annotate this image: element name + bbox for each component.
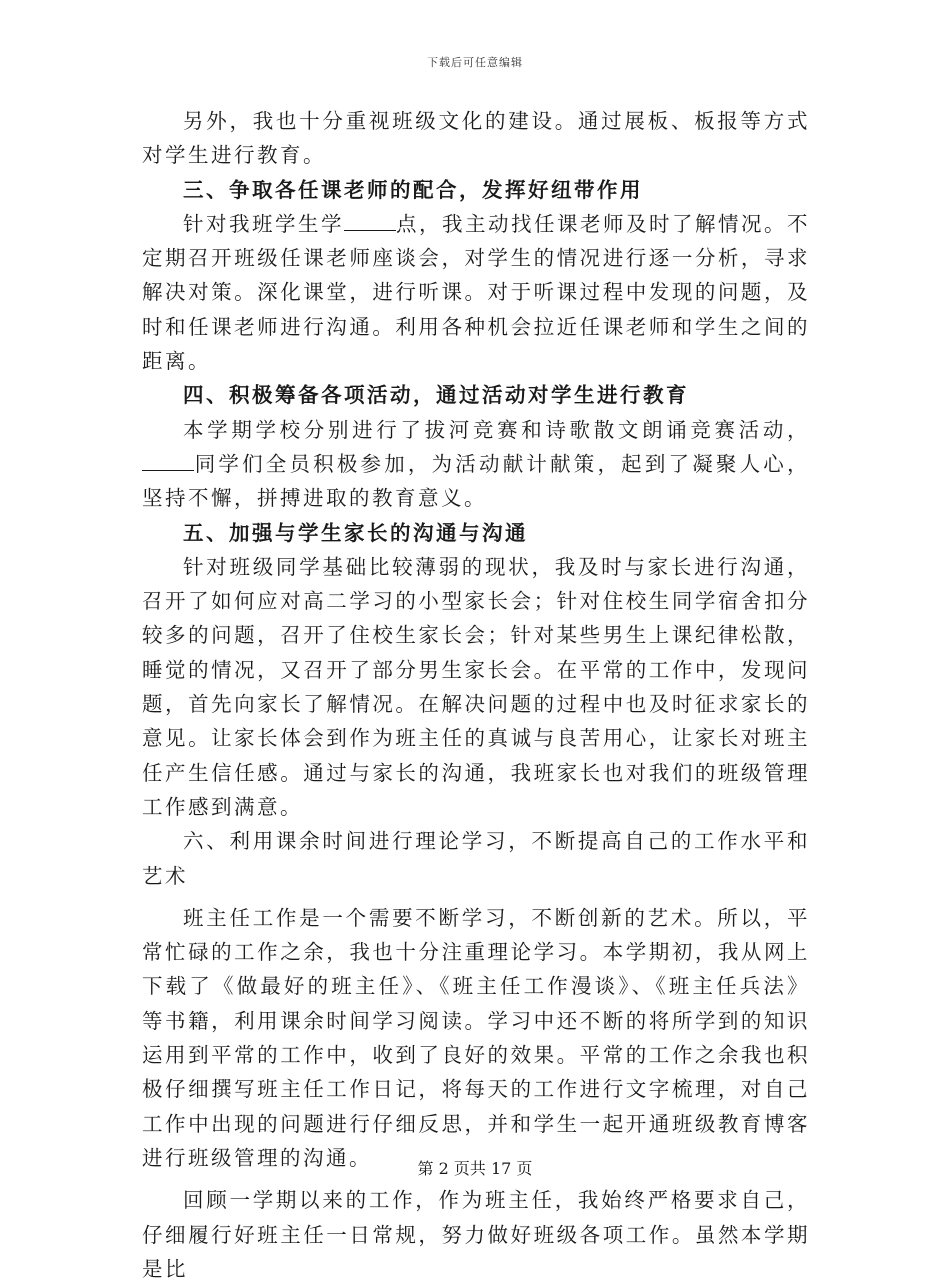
paragraph-teachers-start: 针对我班学生学 xyxy=(183,211,344,236)
fill-in-blank xyxy=(344,229,396,231)
section-heading-3: 三、争取各任课老师的配合，发挥好纽带作用 xyxy=(183,177,643,202)
document-body xyxy=(142,104,810,1286)
paragraph-review: 回顾一学期以来的工作，作为班主任，我始终严格要求自己，仔细履行好班主任一日常规，努力做好班级各项工作。虽然本学期是比 xyxy=(142,1188,810,1281)
section-heading-6: 六、利用课余时间进行理论学习，不断提高自己的工作水平和艺术 xyxy=(142,829,810,888)
fill-in-blank xyxy=(142,469,194,471)
paragraph-teachers xyxy=(142,207,810,378)
paragraph-culture: 另外，我也十分重视班级文化的建设。通过展板、板报等方式对学生进行教育。 xyxy=(142,109,810,168)
section-heading-4: 四、积极筹备各项活动，通过活动对学生进行教育 xyxy=(183,383,689,408)
paragraph-activities-start: 本学期学校分别进行了拔河竞赛和诗歌散文朗诵竞赛活动， xyxy=(183,417,810,442)
page-header: 下载后可任意编辑 xyxy=(427,56,523,69)
paragraph-study: 班主任工作是一个需要不断学习，不断创新的艺术。所以，平常忙碌的工作之余，我也十分注重理论学习。本学期初，我从网上下载了《做最好的班主任》、《班主任工作漫谈》、《班主任兵法》等书籍，利用课余时间学习阅读。学习中还不断的将所学到的知识运用到平常的工作中，收到了良好的效果。平常的工作之余我也积极仔细撰写班主任工作日记，将每天的工作进行文字梳理，对自己工作中出现的问题进行仔细反思，并和学生一起开通班级教育博客进行班级管理的沟通。 xyxy=(142,905,810,1170)
paragraph-activities xyxy=(142,413,810,516)
page-number: 第 2 页共 17 页 xyxy=(417,1159,533,1178)
section-heading-5: 五、加强与学生家长的沟通与沟通 xyxy=(183,520,528,545)
paragraph-activities-rest: 同学们全员积极参加，为活动献计献策，起到了凝聚人心，坚持不懈，拼搏进取的教育意义。 xyxy=(142,451,810,511)
paragraph-parents: 针对班级同学基础比较薄弱的现状，我及时与家长进行沟通，召开了如何应对高二学习的小型家长会；针对住校生同学宿舍扣分较多的问题，召开了住校生家长会；针对某些男生上课纪律松散，睡觉的情况，又召开了部分男生家长会。在平常的工作中，发现问题，首先向家长了解情况。在解决问题的过程中也及时征求家长的意见。让家长体会到作为班主任的真诚与良苦用心，让家长对班主任产生信任感。通过与家长的沟通，我班家长也对我们的班级管理工作感到满意。 xyxy=(142,554,810,819)
paragraph-teachers-rest: 点，我主动找任课老师及时了解情况。不定期召开班级任课老师座谈会，对学生的情况进行逐一分析，寻求解决对策。深化课堂，进行听课。对于听课过程中发现的问题，及时和任课老师进行沟通。利用各种机会拉近任课老师和学生之间的距离。 xyxy=(142,211,810,374)
